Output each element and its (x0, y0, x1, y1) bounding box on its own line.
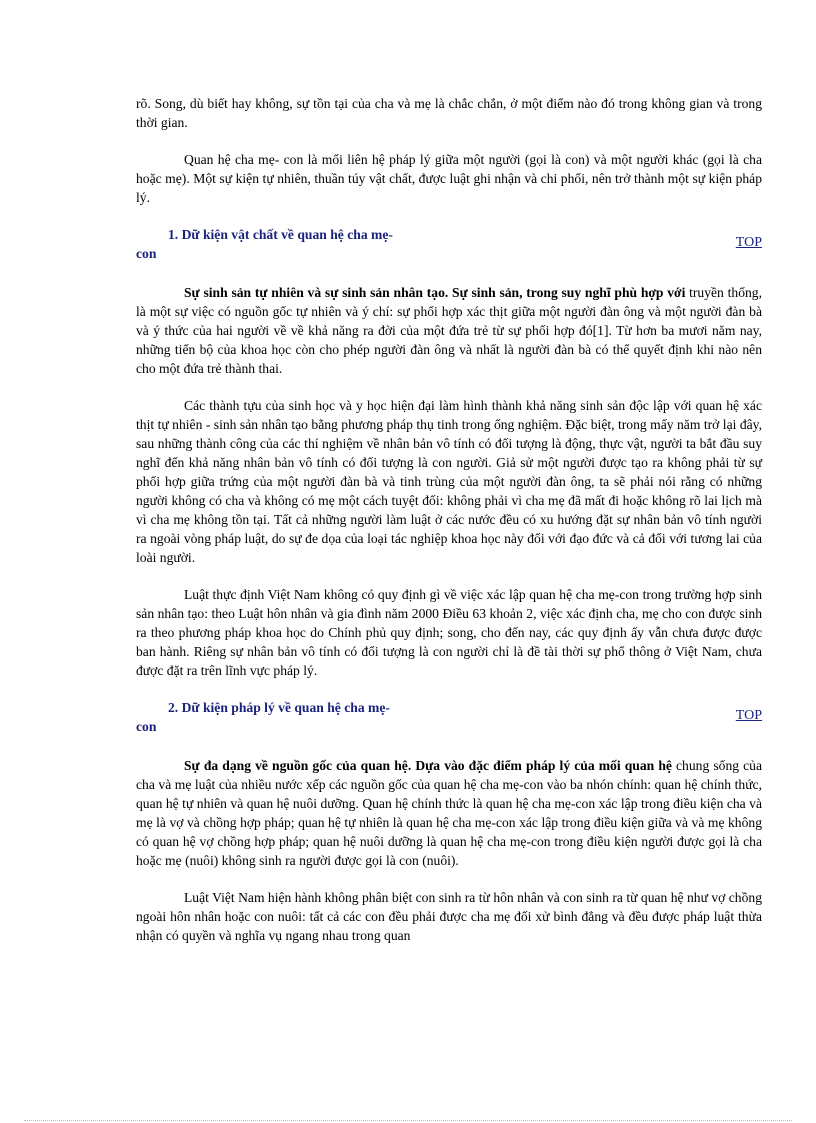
paragraph-origin-diversity (136, 756, 762, 870)
section-2-heading-line1: 2. Dữ kiện pháp lý về quan hệ cha mẹ- (168, 700, 390, 715)
paragraph-definition: Quan hệ cha mẹ- con là mối liên hệ pháp lý giữa một người (gọi là con) và một người khác (gọi là cha hoặc mẹ). Một sự kiện tự nhiên, thuần túy vật chất, được luật ghi nhận và chi phối, nên trở thành một sự kiện pháp lý. (136, 152, 762, 205)
paragraph-biology-advances: Các thành tựu của sinh học và y học hiện đại làm hình thành khả năng sinh sản độc lập với quan hệ xác thịt tự nhiên - sinh sản nhân tạo bằng phương pháp thụ tinh trong ống nghiệm. Đặc biệt, trong mấy năm trở lại đây, sau những thành công của các thí nghiệm về nhân bản vô tính có đối tượng là động, thực vật, người ta bắt đầu suy nghĩ đến khả năng nhân bản vô tính có đối tượng là con người. Giả sử một người được tạo ra không phải từ sự phối hợp giữa trứng của một người đàn bà và tinh trùng của một người đàn ông, ta sẽ phải nói rằng có những người không có cha và không có mẹ một cách tuyệt đối: không phải vì cha mẹ đã mất đi hoặc không rõ lai lịch mà vì cha mẹ không tồn tại. Tất cả những người làm luật ở các nước đều có xu hướng đặt sự nhân bản vô tính người ra ngoài vòng pháp luật, do sự đe dọa của loại tác nghiệp khoa học này đối với đạo đức và cả đối với tương lai của loài người. (136, 398, 762, 565)
paragraph-origin-diversity-body: chung sống của cha và mẹ luật của nhiều nước xếp các nguồn gốc của quan hệ cha mẹ-con vào ba nhón chính: quan hệ chính thức, quan hệ tự nhiên và quan hệ nuôi dưỡng. Quan hệ chính thức là quan hệ cha mẹ-con xác lập trong điều kiện cha và mẹ là vợ và chồng hợp pháp; quan hệ tự nhiên là quan hệ cha mẹ-con xác lập trong điều kiện giữa và và mẹ không có quan hệ vợ chồng hợp pháp; quan hệ nuôi dưỡng là quan hệ cha mẹ-con trong điều kiện người được gọi là cha hoặc mẹ (nuôi) không sinh ra người được gọi là con (nuôi). (136, 758, 762, 868)
section-2-heading-line2: con (136, 719, 157, 734)
paragraph-natural-reproduction (136, 283, 762, 378)
section-1-heading-line1: 1. Dữ kiện vật chất về quan hệ cha mẹ- (168, 227, 393, 242)
top-link-1[interactable]: TOP (735, 235, 762, 250)
section-1-heading-line2: con (136, 246, 157, 261)
paragraph-intro-continuation: rõ. Song, dù biết hay không, sự tồn tại của cha và mẹ là chắc chắn, ở một điểm nào đó trong không gian và trong thời gian. (136, 96, 762, 130)
document-page (136, 94, 762, 945)
paragraph-natural-reproduction-body: truyền thống, là một sự việc có nguồn gốc tự nhiên và ý chí: sự phối hợp xác thịt giữa một người đàn ông và một người đàn bà và ý thức của hai người về về khả năng ra đời của một đứa trẻ từ sự phối hợp đó[1]. Từ hơn ba mươi năm nay, những tiến bộ của khoa học còn cho phép người đàn ông và nhất là người đàn bà có thể quyết định khi nào nên cho một đứa trẻ thành thai. (136, 285, 762, 376)
top-link-2[interactable]: TOP (735, 708, 762, 723)
paragraph-natural-reproduction-lead: Sự sinh sản tự nhiên và sự sinh sản nhân tạo. Sự sinh sản, trong suy nghĩ phù hợp với (184, 285, 686, 300)
paragraph-origin-diversity-lead: Sự đa dạng về nguồn gốc của quan hệ. Dựa vào đặc điểm pháp lý của mối quan hệ (184, 758, 672, 773)
section-2-heading-row (136, 698, 762, 738)
page-bottom-divider (24, 1120, 792, 1121)
section-1-heading-row (136, 225, 762, 265)
section-1-heading (136, 225, 456, 263)
paragraph-current-law: Luật Việt Nam hiện hành không phân biệt con sinh ra từ hôn nhân và con sinh ra từ quan hệ như vợ chồng ngoài hôn nhân hoặc con nuôi: tất cả các con đều phải được cha mẹ đối xử bình đẳng và đều được pháp luật thừa nhận có quyền và nghĩa vụ ngang nhau trong quan (136, 890, 762, 943)
paragraph-vietnam-law: Luật thực định Việt Nam không có quy định gì về việc xác lập quan hệ cha mẹ-con trong trường hợp sinh sản nhân tạo: theo Luật hôn nhân và gia đình năm 2000 Điều 63 khoản 2, việc xác định cha, mẹ cho con được sinh ra theo phương pháp khoa học do Chính phủ quy định; song, cho đến nay, các quy định ấy vẫn chưa được được ban hành. Riêng sự nhân bản vô tính có đối tượng là con người chỉ là đề tài thời sự phổ thông ở Việt Nam, chưa được đặt ra trên lĩnh vực pháp lý. (136, 587, 762, 678)
section-2-heading (136, 698, 456, 736)
